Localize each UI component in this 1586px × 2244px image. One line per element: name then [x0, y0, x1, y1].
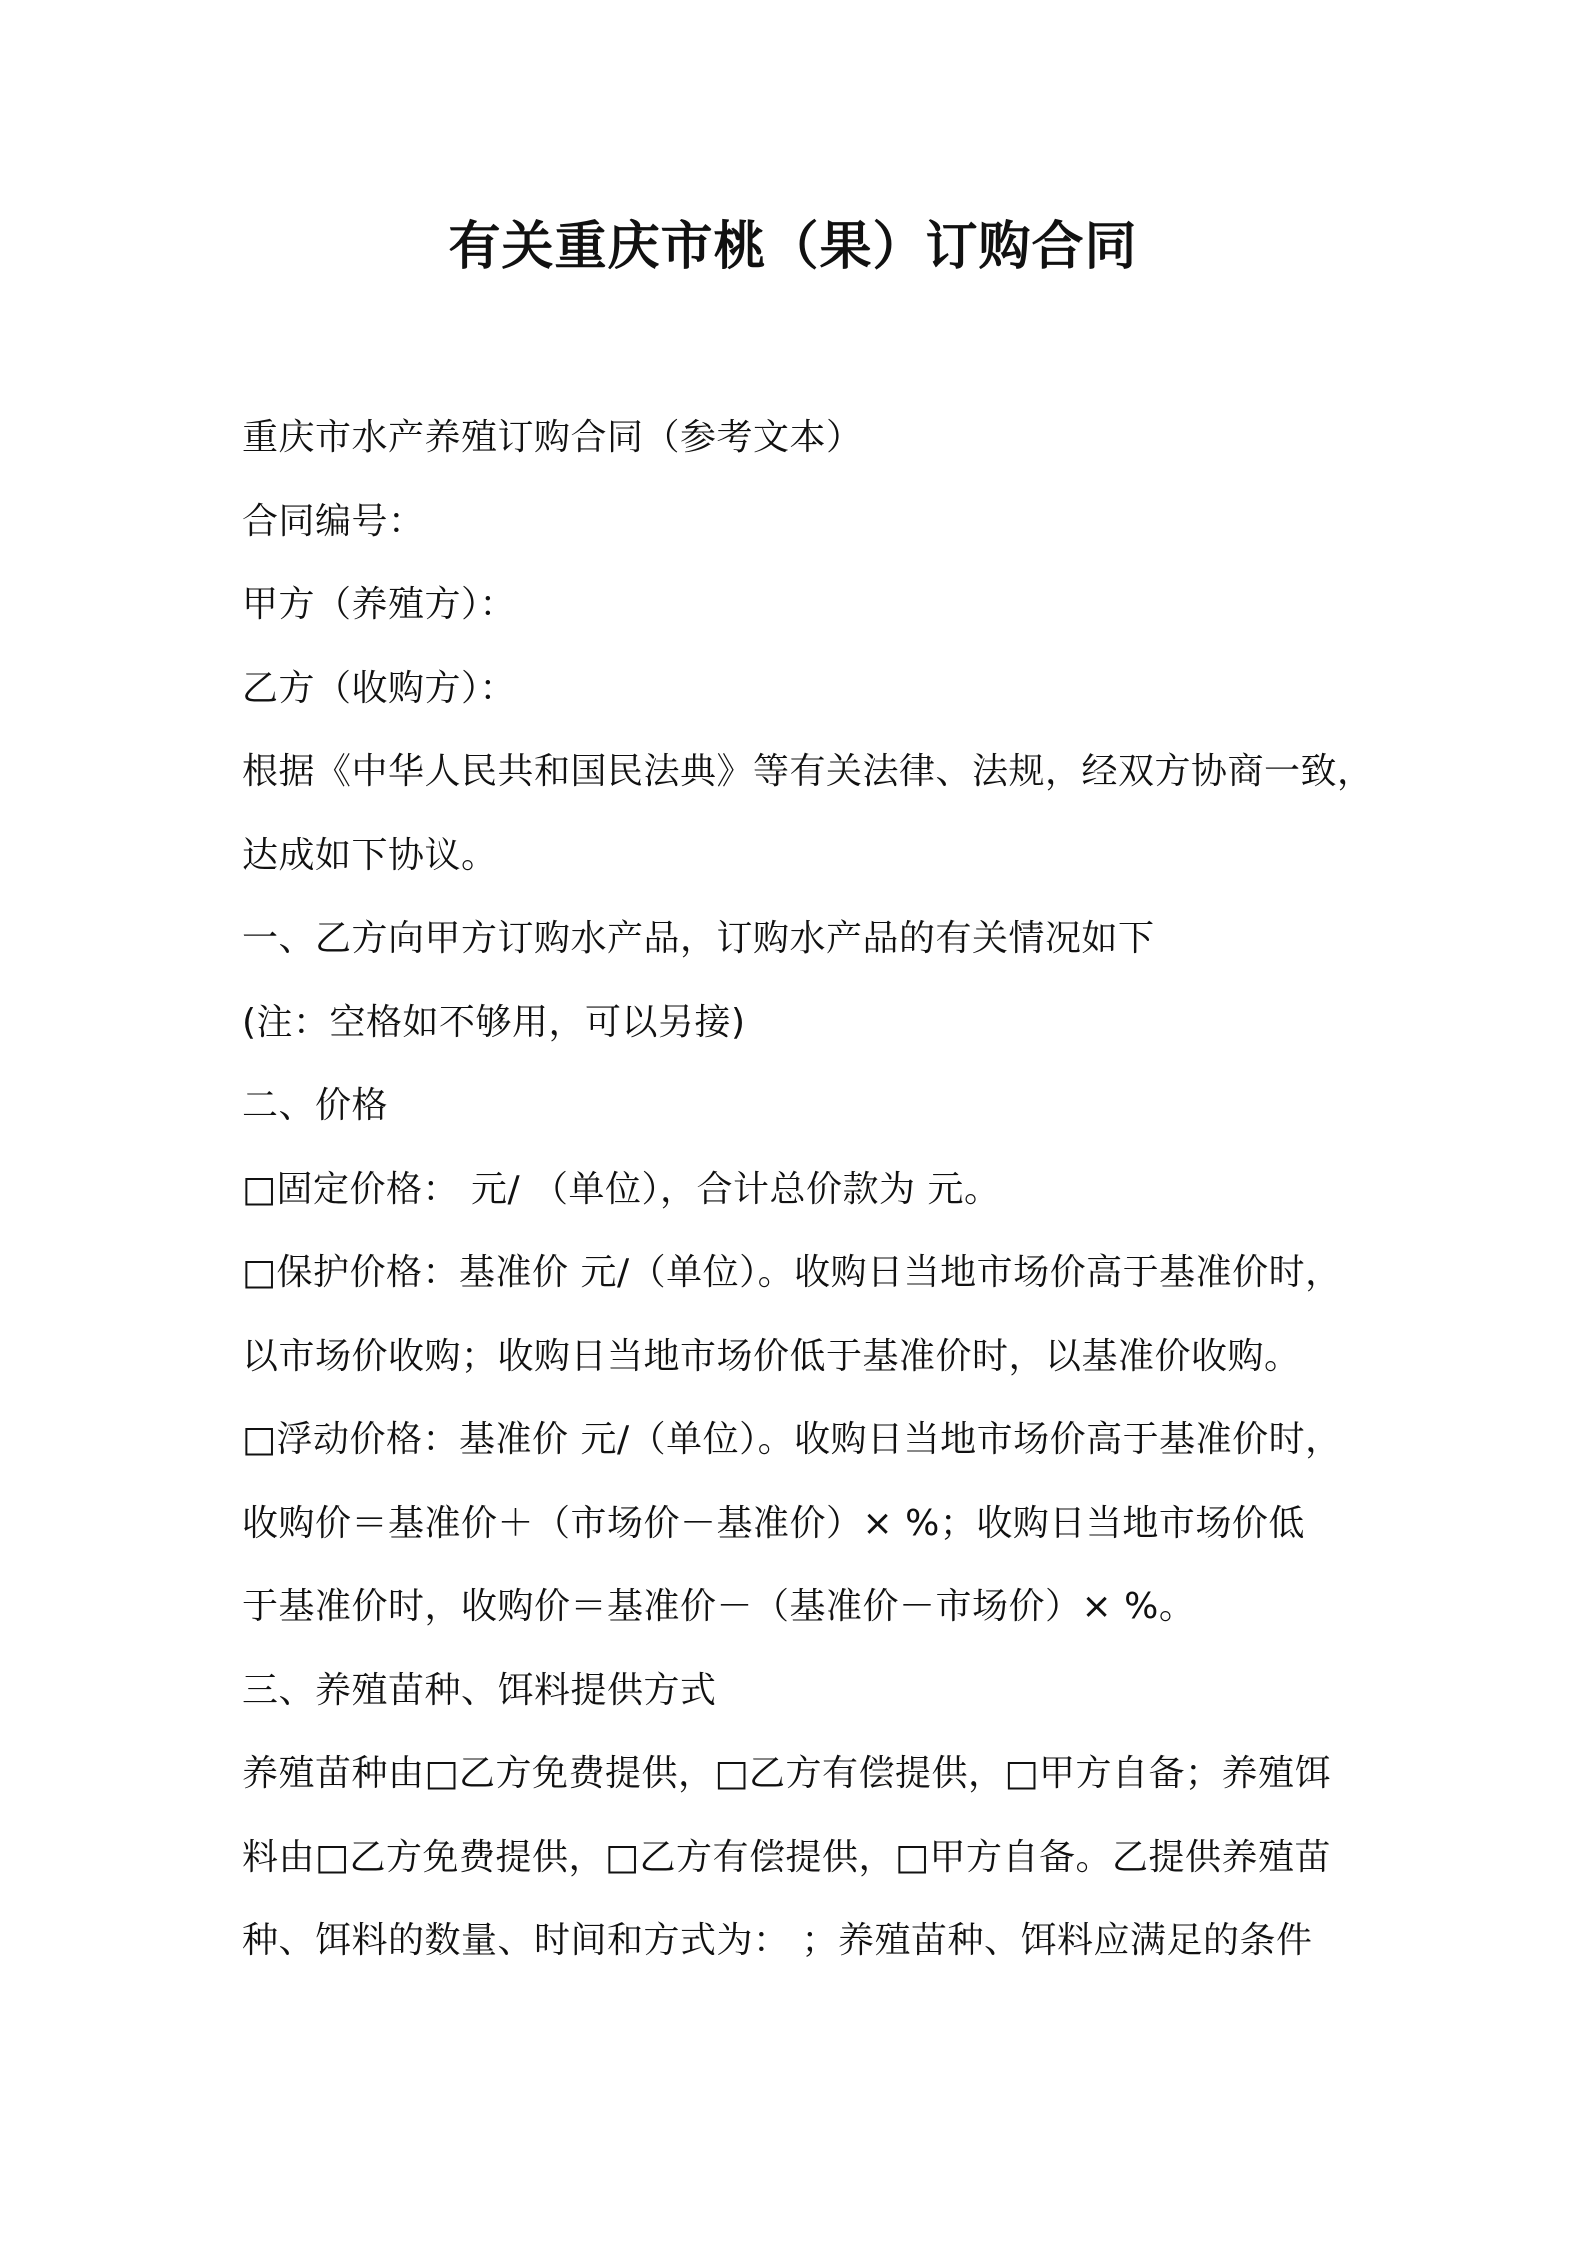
- subtitle-line: 重庆市水产养殖订购合同（参考文本）: [242, 417, 863, 458]
- party-a-line: 甲方（养殖方）：: [242, 584, 517, 625]
- floating-price-line: □浮动价格：基准价 元/（单位）。收购日当地市场价高于基准价时，: [242, 1419, 1342, 1460]
- note-line: (注：空格如不够用，可以另接): [242, 1001, 746, 1043]
- supply-paragraph-line: 种、饵料的数量、时间和方式为： ；养殖苗种、饵料应满足的条件: [242, 1920, 1313, 1961]
- preamble-line: 根据《中华人民共和国民法典》等有关法律、法规，经双方协商一致，: [242, 751, 1374, 792]
- floating-price-line: 收购价＝基准价＋（市场价－基准价）× %；收购日当地市场价低: [242, 1502, 1305, 1544]
- section-two-heading: 二、价格: [242, 1085, 389, 1126]
- protected-price-line: 以市场价收购；收购日当地市场价低于基准价时，以基准价收购。: [242, 1335, 1301, 1377]
- preamble-line: 达成如下协议。: [242, 834, 498, 876]
- section-one-heading: 一、乙方向甲方订购水产品，订购水产品的有关情况如下: [242, 918, 1155, 959]
- document-body: [242, 396, 1374, 1983]
- contract-number-line: 合同编号：: [242, 500, 425, 542]
- supply-paragraph-line: 料由□乙方免费提供，□乙方有偿提供，□甲方自备。乙提供养殖苗: [242, 1836, 1332, 1878]
- section-three-heading: 三、养殖苗种、饵料提供方式: [242, 1669, 717, 1711]
- floating-price-line: 于基准价时，收购价＝基准价－（基准价－市场价）× %。: [242, 1586, 1196, 1627]
- party-b-line: 乙方（收购方）：: [242, 667, 517, 709]
- supply-paragraph-line: 养殖苗种由□乙方免费提供，□乙方有偿提供，□甲方自备；养殖饵: [242, 1753, 1332, 1794]
- document-title: 有关重庆市桃（果）订购合同: [448, 217, 1138, 277]
- fixed-price-line: □固定价格： 元/ （单位），合计总价款为 元。: [242, 1168, 1001, 1210]
- protected-price-line: □保护价格：基准价 元/（单位）。收购日当地市场价高于基准价时，: [242, 1252, 1342, 1293]
